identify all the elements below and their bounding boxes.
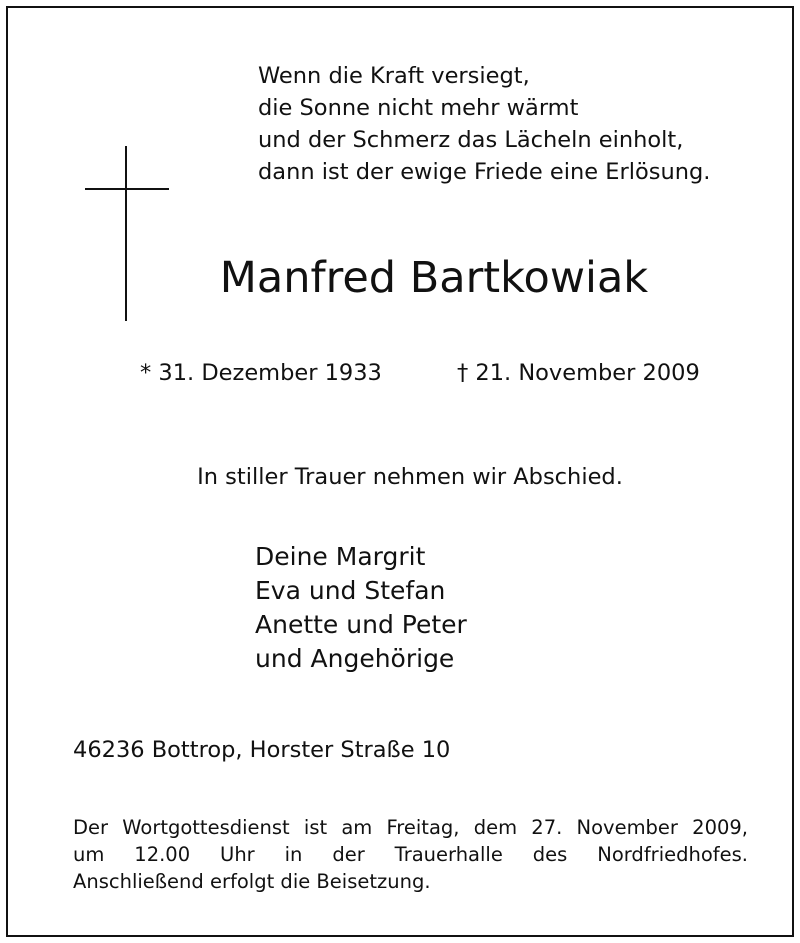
mourner: Anette und Peter [255, 610, 467, 639]
farewell-text: In stiller Trauer nehmen wir Abschied. [197, 464, 623, 490]
address: 46236 Bottrop, Horster Straße 10 [73, 737, 451, 763]
mourner: und Angehörige [255, 644, 455, 673]
poem-line: Wenn die Kraft versiegt, [258, 63, 530, 89]
mourners-list [255, 540, 467, 676]
poem-line: dann ist der ewige Friede eine Erlösung. [258, 159, 711, 185]
cross-horizontal-bar [85, 188, 169, 190]
poem-line: und der Schmerz das Lächeln einholt, [258, 127, 684, 153]
service-info [73, 814, 748, 895]
service-line: Der Wortgottesdienst ist am Freitag, dem 27. November 2009, [73, 816, 748, 839]
poem [258, 60, 710, 188]
service-line: Anschließend erfolgt die Beisetzung. [73, 870, 431, 893]
birth-date: * 31. Dezember 1933 [140, 360, 382, 386]
deceased-name: Manfred Bartkowiak [219, 253, 649, 303]
poem-line: die Sonne nicht mehr wärmt [258, 95, 579, 121]
death-date: † 21. November 2009 [457, 360, 700, 386]
mourner: Deine Margrit [255, 542, 426, 571]
mourner: Eva und Stefan [255, 576, 446, 605]
service-line: um 12.00 Uhr in der Trauerhalle des Nordfriedhofes. [73, 843, 748, 866]
